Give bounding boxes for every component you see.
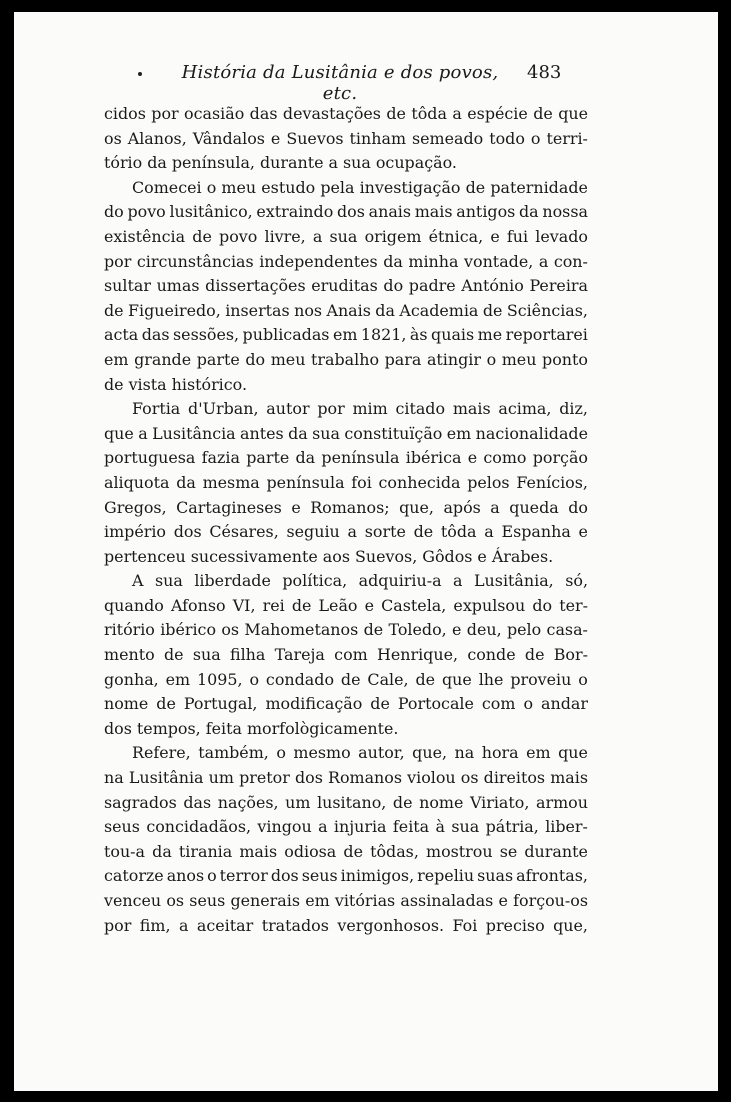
text-line: de vista histórico.: [104, 374, 247, 394]
text-line: tou-a da tirania mais odiosa de tôdas, mostrou se durante: [104, 841, 588, 861]
text-line: sagrados das nações, um lusitano, de nome Viriato, armou: [104, 792, 588, 812]
text-line: seus concidadãos, vingou a injuria feita à sua pátria, liber-: [104, 817, 588, 837]
text-line: império dos Césares, seguiu a sorte de tôda a Espanha e: [104, 522, 588, 542]
text-line: Gregos, Cartagineses e Romanos; que, após a queda do: [104, 497, 588, 517]
text-line: que a Lusitância antes da sua constituïção em nacionalidade: [104, 423, 588, 443]
text-line: portuguesa fazia parte da península ibérica e como porção: [104, 448, 588, 468]
text-line: Comecei o meu estudo pela investigação de paternidade: [132, 177, 588, 197]
text-line: aliquota da mesma península foi conhecida pelos Fenícios,: [104, 472, 588, 492]
book-page: [14, 12, 718, 1091]
page-number: 483: [527, 62, 562, 83]
text-line: de Figueiredo, insertas nos Anais da Academia de Sciências,: [104, 300, 588, 320]
text-line: existência de povo livre, a sua origem étnica, e fui levado: [104, 226, 588, 246]
text-line: do povo lusitânico, extraindo dos anais mais antigos da nossa: [104, 202, 588, 222]
running-header: [14, 62, 718, 104]
text-line: nome de Portugal, modificação de Portocale com o andar: [104, 694, 588, 714]
text-line: catorze anos o terror dos seus inimigos, repeliu suas afrontas,: [104, 866, 588, 886]
text-line: acta das sessões, publicadas em 1821, às quais me reportarei: [104, 325, 588, 345]
text-line: em grande parte do meu trabalho para atingir o meu ponto: [104, 349, 588, 369]
text-line: Refere, também, o mesmo autor, que, na hora em que: [132, 743, 588, 763]
text-line: sultar umas dissertações eruditas do padre António Pereira: [104, 276, 588, 296]
text-line: por circunstâncias independentes da minha vontade, a con-: [104, 251, 588, 271]
text-line: quando Afonso VI, rei de Leão e Castela, expulsou do ter-: [104, 595, 588, 615]
text-line: mento de sua filha Tareja com Henrique, conde de Bor-: [104, 645, 588, 665]
running-title: História da Lusitânia e dos povos, etc.: [181, 62, 499, 104]
text-line: gonha, em 1095, o condado de Cale, de que lhe proveiu o: [104, 669, 588, 689]
text-line: Fortia d'Urban, autor por mim citado mais acima, diz,: [132, 399, 588, 419]
text-line: cidos por ocasião das devastações de tôda a espécie de que: [104, 104, 588, 123]
header-dot: [138, 72, 142, 76]
text-line: os Alanos, Vândalos e Suevos tinham semeado todo o terri-: [104, 128, 588, 148]
text-line: dos tempos, feita morfològicamente.: [104, 718, 399, 738]
text-line: pertenceu sucessivamente aos Suevos, Gôdos e Árabes.: [104, 546, 554, 566]
body-text: [104, 102, 588, 938]
text-line: tório da península, durante a sua ocupação.: [104, 153, 457, 173]
text-line: A sua liberdade política, adquiriu-a a Lusitânia, só,: [132, 571, 588, 591]
text-line: venceu os seus generais em vitórias assinaladas e forçou-os: [104, 891, 588, 910]
text-line: na Lusitânia um pretor dos Romanos violou os direitos mais: [104, 768, 588, 788]
text-line: ritório ibérico os Mahometanos de Toledo, e deu, pelo casa-: [104, 620, 588, 640]
text-line: por fim, a aceitar tratados vergonhosos. Foi preciso que,: [104, 915, 588, 935]
